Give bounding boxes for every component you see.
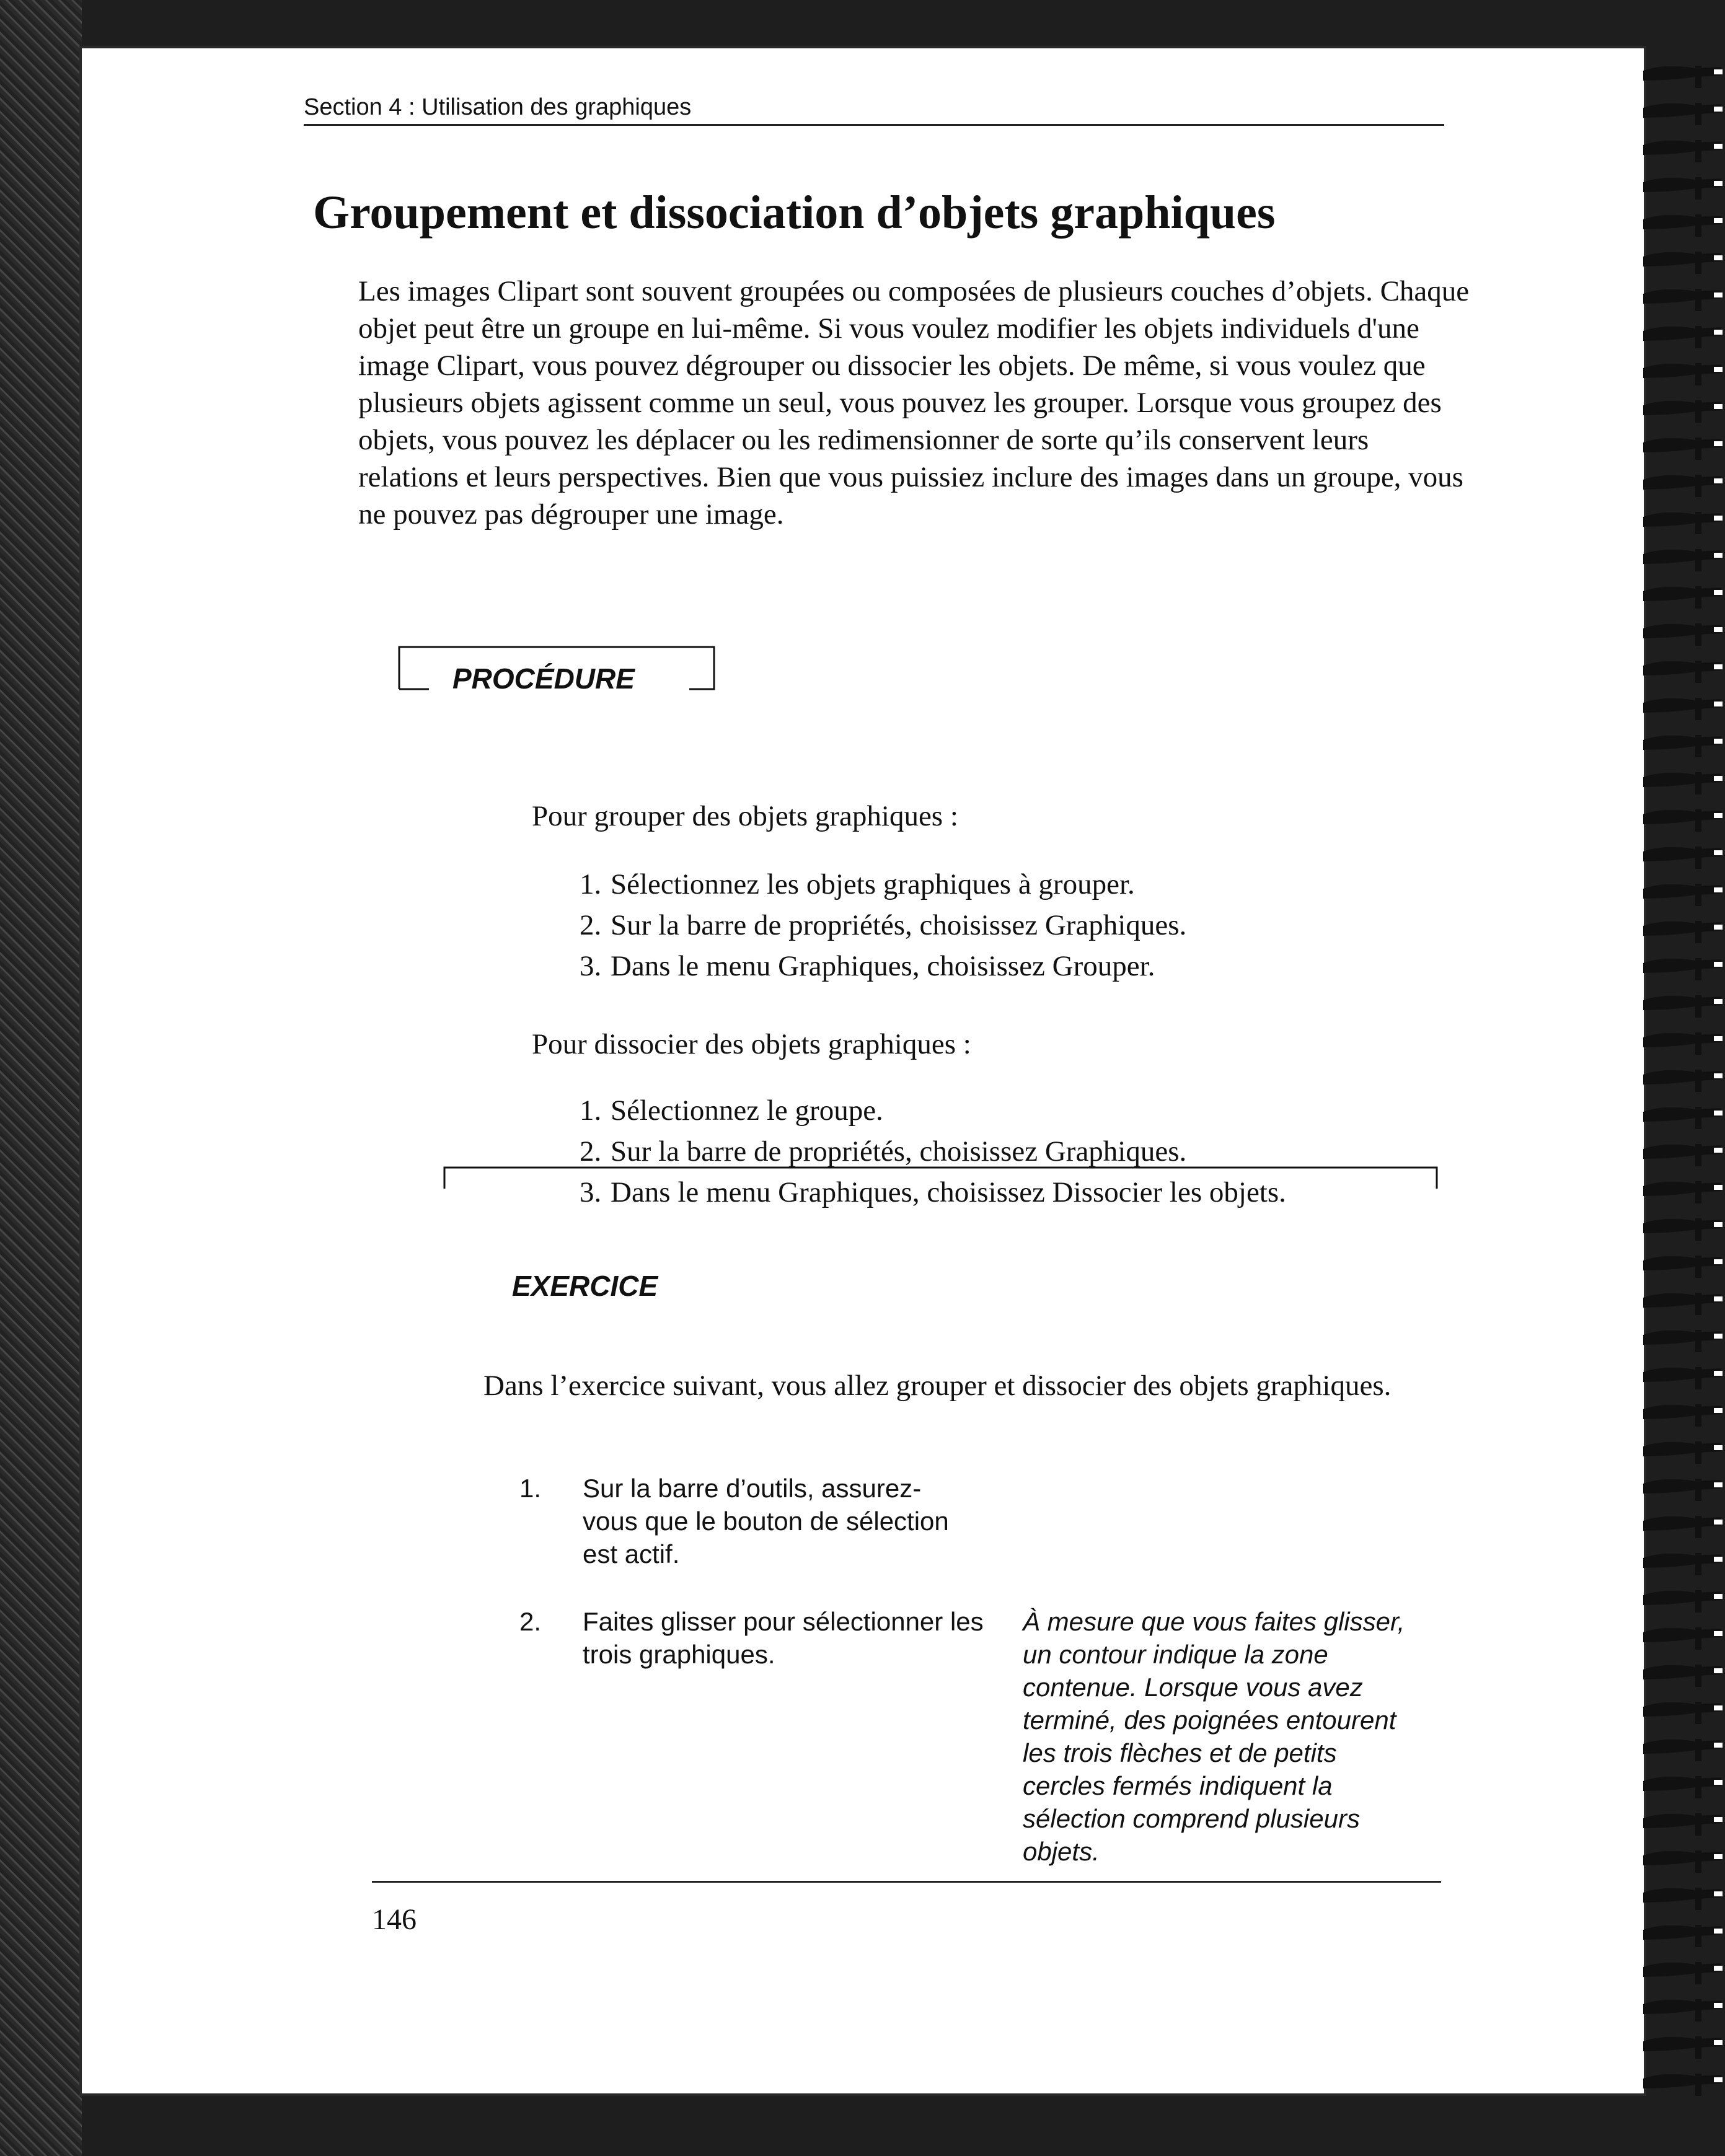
intro-paragraph: Les images Clipart sont souvent groupées ou composées de plusieurs couches d’objets. Chaque objet peut être un groupe en lui-même. Si vous voulez modifier les objets individuels d'une image Clipart, vous pouvez dégrouper ou dissocier les objets. De même, si vous voulez que plusieurs objets agissent comme un seul, vous pouvez les grouper. Lorsque vous groupez des objets, vous pouvez les déplacer ou les redimensionner de sorte qu’ils conservent leurs relations et leurs perspectives. Bien que vous puissiez inclure des images dans un groupe, vous ne pouvez pas dégrouper une image. xyxy=(358,275,1470,530)
page-number: 146 xyxy=(372,1903,417,1936)
scan-background xyxy=(0,0,82,2156)
section-header: Section 4 : Utilisation des graphiques xyxy=(304,94,692,120)
exercise-step-text: Sur la barre d’outils, assurez-vous que le bouton de sélection est actif. xyxy=(583,1474,949,1569)
procedure-label: PROCÉDURE xyxy=(452,662,635,695)
dissoc-lead: Pour dissocier des objets graphiques : xyxy=(532,1028,971,1060)
exercise-step-num: 1. xyxy=(519,1474,542,1503)
exercise-intro: Dans l’exercice suivant, vous allez grouper et dissocier des objets graphiques. xyxy=(483,1370,1392,1402)
list-item: 2. Sur la barre de propriétés, choisissez Graphiques. xyxy=(580,1135,1187,1168)
page-title: Groupement et dissociation d’objets graphiques xyxy=(313,187,1276,239)
group-lead: Pour grouper des objets graphiques : xyxy=(532,800,958,832)
list-item: 3. Dans le menu Graphiques, choisissez Dissocier les objets. xyxy=(580,1176,1286,1208)
group-steps xyxy=(580,868,1186,990)
exercise-frame xyxy=(443,1159,1438,1190)
list-item: 1. Sélectionnez le groupe. xyxy=(580,1094,883,1127)
footer-rule xyxy=(372,1881,1441,1883)
exercise-step-num: 2. xyxy=(519,1607,542,1636)
exercise-step-text: Faites glisser pour sélectionner les trois graphiques. xyxy=(583,1607,984,1669)
header-rule xyxy=(304,124,1444,126)
dissoc-steps xyxy=(580,1094,1286,1217)
list-item: 3. Dans le menu Graphiques, choisissez Grouper. xyxy=(580,950,1155,982)
list-item: 2. Sur la barre de propriétés, choisissez Graphiques. xyxy=(580,909,1187,941)
spiral-binding xyxy=(1639,62,1725,2107)
exercise-label: EXERCICE xyxy=(508,1269,661,1303)
exercise-step-note: À mesure que vous faites glisser, un contour indique la zone contenue. Lorsque vous avez terminé, des poignées entourent les trois flèches et de petits cercles fermés indiquent la sélection comprend plusieurs objets. xyxy=(1023,1607,1405,1866)
list-item: 1. Sélectionnez les objets graphiques à grouper. xyxy=(580,868,1135,900)
